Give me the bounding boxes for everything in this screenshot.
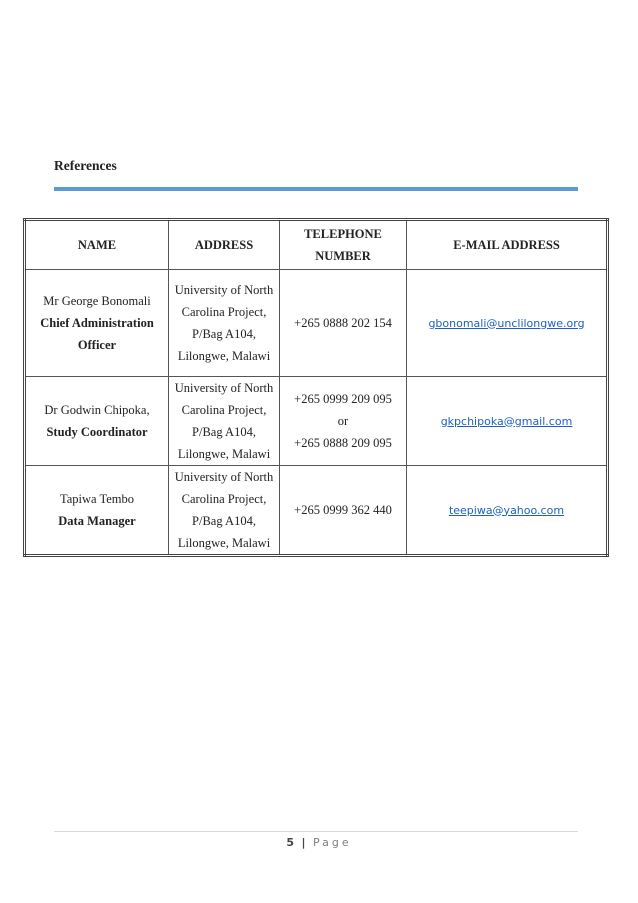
- cell-email: [407, 377, 608, 466]
- cell-name: [25, 466, 169, 556]
- heading-rule: [54, 187, 578, 191]
- cell-name: [25, 377, 169, 466]
- address-line: Carolina Project,: [181, 305, 267, 319]
- cell-email: [407, 270, 608, 377]
- contact-title: Chief Administration: [40, 316, 154, 330]
- contact-title: Data Manager: [58, 514, 136, 528]
- address-line: University of North: [174, 381, 274, 395]
- contact-title-cont: Officer: [77, 338, 117, 352]
- page-number: 5: [286, 836, 294, 849]
- address-line: University of North: [174, 470, 274, 484]
- table-row: [25, 377, 608, 466]
- cell-phone: [280, 466, 407, 556]
- address-line: P/Bag A104,: [192, 327, 256, 341]
- address-line: P/Bag A104,: [192, 425, 256, 439]
- address-line: Lilongwe, Malawi: [177, 447, 271, 461]
- phone-separator: or: [337, 414, 349, 428]
- header-telephone: [280, 220, 407, 270]
- phone-number: +265 0888 202 154: [294, 316, 392, 330]
- table-row: [25, 466, 608, 556]
- header-telephone-line1: TELEPHONE: [304, 227, 382, 241]
- contact-name: Dr Godwin Chipoka,: [44, 403, 150, 417]
- table-row: [25, 270, 608, 377]
- cell-address: [169, 270, 280, 377]
- email-link[interactable]: gkpchipoka@gmail.com: [440, 414, 573, 428]
- cell-address: [169, 377, 280, 466]
- contact-name: Tapiwa Tembo: [59, 492, 135, 506]
- header-address: ADDRESS: [169, 220, 280, 270]
- cell-email: [407, 466, 608, 556]
- phone-number: +265 0888 209 095: [294, 436, 392, 450]
- phone-number: +265 0999 362 440: [294, 503, 392, 517]
- table-header-row: [25, 220, 608, 270]
- address-line: Carolina Project,: [181, 492, 267, 506]
- address-line: Lilongwe, Malawi: [177, 536, 271, 550]
- page-footer: [0, 836, 638, 849]
- address-line: Carolina Project,: [181, 403, 267, 417]
- address-line: P/Bag A104,: [192, 514, 256, 528]
- cell-phone: [280, 377, 407, 466]
- footer-rule: [54, 831, 578, 832]
- contact-title: Study Coordinator: [46, 425, 148, 439]
- page-label: Page: [313, 836, 352, 849]
- cell-name: [25, 270, 169, 377]
- footer-separator: |: [301, 836, 306, 849]
- email-link[interactable]: teepiwa@yahoo.com: [448, 503, 565, 517]
- references-table: [23, 218, 609, 557]
- cell-address: [169, 466, 280, 556]
- header-name: NAME: [25, 220, 169, 270]
- address-line: University of North: [174, 283, 274, 297]
- header-telephone-line2: NUMBER: [315, 249, 371, 263]
- contact-name: Mr George Bonomali: [43, 294, 151, 308]
- address-line: Lilongwe, Malawi: [177, 349, 271, 363]
- email-link[interactable]: gbonomali@unclilongwe.org: [428, 316, 585, 330]
- section-heading: References: [54, 158, 117, 173]
- cell-phone: [280, 270, 407, 377]
- header-email: E-MAIL ADDRESS: [407, 220, 608, 270]
- phone-number: +265 0999 209 095: [294, 392, 392, 406]
